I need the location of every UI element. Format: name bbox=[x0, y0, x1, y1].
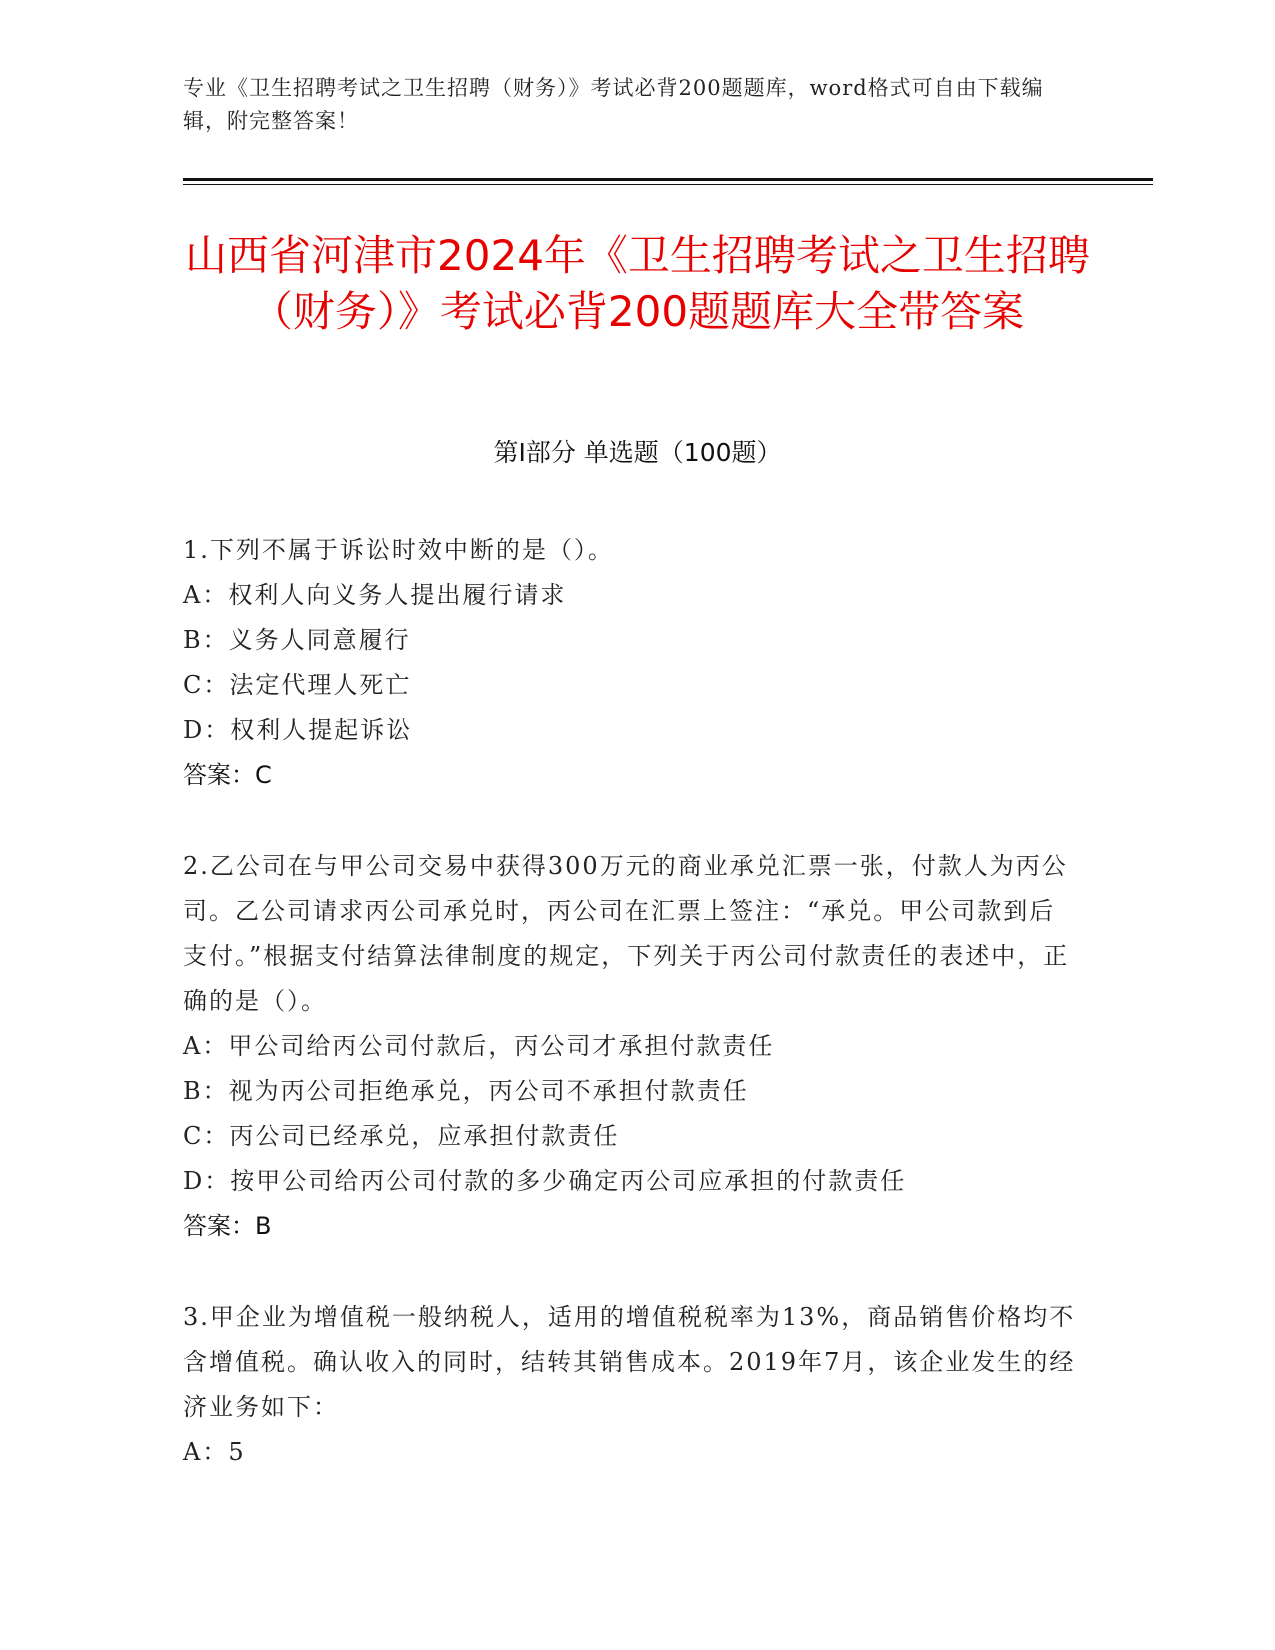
answer-line: 答案：C bbox=[183, 761, 272, 789]
header-note: 专业《卫生招聘考试之卫生招聘（财务）》考试必背200题题库，word格式可自由下载编辑，附完整答案！ bbox=[183, 76, 1044, 133]
header-divider-thick bbox=[183, 178, 1153, 181]
option-b: B：视为丙公司拒绝承兑，丙公司不承担付款责任 bbox=[183, 1077, 749, 1105]
question-text: 1.下列不属于诉讼时效中断的是（）。 bbox=[183, 536, 614, 564]
option-a: A：权利人向义务人提出履行请求 bbox=[183, 581, 567, 609]
option-c: C：丙公司已经承兑，应承担付款责任 bbox=[183, 1122, 620, 1150]
question-2 bbox=[183, 844, 1078, 1249]
option-a: A：5 bbox=[183, 1438, 246, 1466]
answer-line: 答案：B bbox=[183, 1212, 272, 1240]
option-a: A：甲公司给丙公司付款后，丙公司才承担付款责任 bbox=[183, 1032, 775, 1060]
option-b: B：义务人同意履行 bbox=[183, 626, 411, 654]
question-text: 3.甲企业为增值税一般纳税人，适用的增值税税率为13%，商品销售价格均不含增值税。确认收入的同时，结转其销售成本。2019年7月，该企业发生的经济业务如下： bbox=[183, 1303, 1076, 1421]
option-c: C：法定代理人死亡 bbox=[183, 671, 412, 699]
option-d: D：权利人提起诉讼 bbox=[183, 716, 413, 744]
document-title: 山西省河津市2024年《卫生招聘考试之卫生招聘（财务）》考试必背200题题库大全带答案 bbox=[185, 231, 1090, 336]
question-list bbox=[183, 528, 1078, 1521]
question-1 bbox=[183, 528, 1078, 798]
question-3 bbox=[183, 1295, 1078, 1475]
question-text: 2.乙公司在与甲公司交易中获得300万元的商业承兑汇票一张，付款人为丙公司。乙公司请求丙公司承兑时，丙公司在汇票上签注：“承兑。甲公司款到后支付。”根据支付结算法律制度的规定，下列关于丙公司付款责任的表述中，正确的是（）。 bbox=[183, 852, 1070, 1015]
option-d: D：按甲公司给丙公司付款的多少确定丙公司应承担的付款责任 bbox=[183, 1167, 907, 1195]
section-heading: 第Ⅰ部分 单选题（100题） bbox=[493, 438, 782, 467]
header-divider-thin bbox=[183, 184, 1153, 185]
